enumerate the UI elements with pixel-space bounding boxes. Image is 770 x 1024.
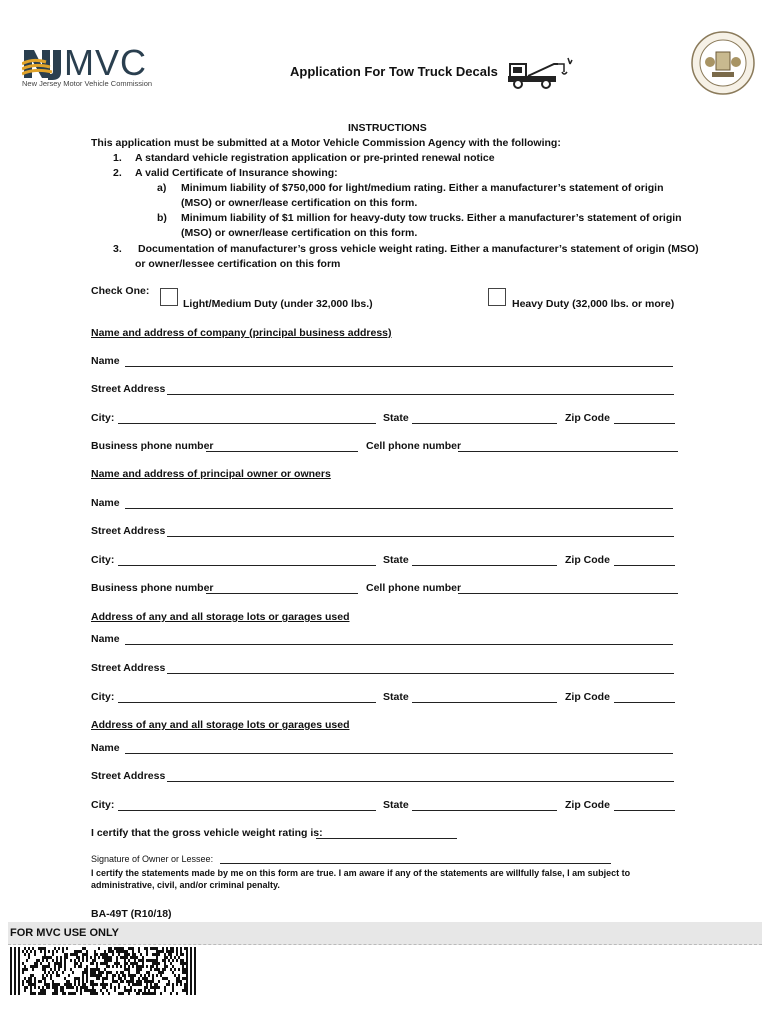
company-section-heading: Name and address of company (principal business address) bbox=[91, 327, 392, 339]
storage-2-zip-label: Zip Code bbox=[565, 799, 610, 811]
check-one-label: Check One: bbox=[91, 285, 150, 297]
storage-2-zip-field[interactable] bbox=[614, 810, 675, 811]
owner-business-phone-label: Business phone number bbox=[91, 582, 214, 594]
owner-city-field[interactable] bbox=[118, 565, 376, 566]
state-seal-icon bbox=[690, 30, 756, 96]
storage-1-name-field[interactable] bbox=[125, 644, 673, 645]
company-state-label: State bbox=[383, 412, 409, 424]
owner-business-phone-field[interactable] bbox=[206, 593, 358, 594]
company-city-label: City: bbox=[91, 412, 115, 424]
storage-1-city-field[interactable] bbox=[118, 702, 376, 703]
owner-cell-phone-field[interactable] bbox=[458, 593, 678, 594]
light-duty-label: Light/Medium Duty (under 32,000 lbs.) bbox=[183, 298, 373, 310]
storage-1-zip-label: Zip Code bbox=[565, 691, 610, 703]
storage-1-section-heading: Address of any and all storage lots or garages used bbox=[91, 611, 350, 623]
gvwr-certify-label: I certify that the gross vehicle weight rating is: bbox=[91, 827, 323, 839]
item-1-number: 1. bbox=[113, 152, 122, 164]
company-city-field[interactable] bbox=[118, 423, 376, 424]
item-2b-label: b) bbox=[157, 212, 167, 224]
storage-1-zip-field[interactable] bbox=[614, 702, 675, 703]
storage-2-state-label: State bbox=[383, 799, 409, 811]
company-cell-phone-field[interactable] bbox=[458, 451, 678, 452]
certify-statement-line-2: administrative, civil, and/or criminal penalty. bbox=[91, 880, 280, 890]
company-zip-field[interactable] bbox=[614, 423, 675, 424]
storage-1-state-field[interactable] bbox=[412, 702, 557, 703]
barcode-icon bbox=[10, 947, 198, 995]
item-2a-label: a) bbox=[157, 182, 167, 194]
item-3-number: 3. bbox=[113, 243, 122, 255]
storage-2-state-field[interactable] bbox=[412, 810, 557, 811]
storage-1-city-label: City: bbox=[91, 691, 115, 703]
company-state-field[interactable] bbox=[412, 423, 557, 424]
signature-field[interactable] bbox=[220, 863, 611, 864]
company-cell-phone-label: Cell phone number bbox=[366, 440, 462, 452]
storage-2-section-heading: Address of any and all storage lots or garages used bbox=[91, 719, 350, 731]
company-street-label: Street Address bbox=[91, 383, 166, 395]
item-2a-line2: (MSO) or owner/lease certification on this form. bbox=[181, 197, 418, 209]
owner-zip-label: Zip Code bbox=[565, 554, 610, 566]
storage-2-city-label: City: bbox=[91, 799, 115, 811]
storage-1-street-field[interactable] bbox=[167, 673, 674, 674]
storage-2-city-field[interactable] bbox=[118, 810, 376, 811]
company-business-phone-label: Business phone number bbox=[91, 440, 214, 452]
page-title: Application For Tow Truck Decals bbox=[290, 64, 498, 79]
company-name-label: Name bbox=[91, 355, 120, 367]
owner-street-field[interactable] bbox=[167, 536, 674, 537]
mvc-use-only-bar bbox=[8, 922, 762, 945]
storage-2-street-label: Street Address bbox=[91, 770, 166, 782]
storage-1-state-label: State bbox=[383, 691, 409, 703]
owner-street-label: Street Address bbox=[91, 525, 166, 537]
instructions-heading: INSTRUCTIONS bbox=[348, 122, 427, 134]
owner-state-label: State bbox=[383, 554, 409, 566]
company-name-field[interactable] bbox=[125, 366, 673, 367]
item-2b-line2: (MSO) or owner/lease certification on this form. bbox=[181, 227, 418, 239]
storage-2-street-field[interactable] bbox=[167, 781, 674, 782]
storage-1-street-label: Street Address bbox=[91, 662, 166, 674]
logo-mvc-text: MVC bbox=[64, 42, 147, 83]
company-street-field[interactable] bbox=[167, 394, 674, 395]
form-number: BA-49T (R10/18) bbox=[91, 908, 172, 920]
njmvc-logo bbox=[22, 44, 162, 92]
storage-2-name-label: Name bbox=[91, 742, 120, 754]
storage-2-name-field[interactable] bbox=[125, 753, 673, 754]
heavy-duty-label: Heavy Duty (32,000 lbs. or more) bbox=[512, 298, 675, 310]
item-2b-line1: Minimum liability of $1 million for heavy-duty tow trucks. Either a manufacturer’s statement of origin bbox=[181, 212, 682, 224]
item-3-line1: Documentation of manufacturer’s gross vehicle weight rating. Either a manufacturer’s statement of origin (MSO) bbox=[138, 243, 699, 255]
tow-truck-icon bbox=[506, 54, 578, 90]
item-2-text: A valid Certificate of Insurance showing: bbox=[135, 167, 338, 179]
owner-city-label: City: bbox=[91, 554, 115, 566]
logo-subtitle: New Jersey Motor Vehicle Commission bbox=[22, 79, 153, 88]
item-2-number: 2. bbox=[113, 167, 122, 179]
gvwr-field[interactable] bbox=[316, 838, 457, 839]
light-duty-checkbox[interactable] bbox=[160, 288, 178, 306]
heavy-duty-checkbox[interactable] bbox=[488, 288, 506, 306]
item-2a-line1: Minimum liability of $750,000 for light/medium rating. Either a manufacturer’s statement of origin bbox=[181, 182, 664, 194]
instructions-intro: This application must be submitted at a Motor Vehicle Commission Agency with the following: bbox=[91, 137, 561, 149]
signature-label: Signature of Owner or Lessee: bbox=[91, 854, 214, 864]
item-1-text: A standard vehicle registration application or pre-printed renewal notice bbox=[135, 152, 495, 164]
owner-name-label: Name bbox=[91, 497, 120, 509]
owner-cell-phone-label: Cell phone number bbox=[366, 582, 462, 594]
storage-1-name-label: Name bbox=[91, 633, 120, 645]
owner-zip-field[interactable] bbox=[614, 565, 675, 566]
company-zip-label: Zip Code bbox=[565, 412, 610, 424]
mvc-use-only-label: FOR MVC USE ONLY bbox=[10, 927, 119, 939]
certify-statement-line-1: I certify the statements made by me on this form are true. I am aware if any of the statements are willfully false, I am subject to bbox=[91, 868, 631, 878]
item-3-line2: or owner/lessee certification on this form bbox=[135, 258, 341, 270]
owner-section-heading: Name and address of principal owner or owners bbox=[91, 468, 331, 480]
owner-state-field[interactable] bbox=[412, 565, 557, 566]
owner-name-field[interactable] bbox=[125, 508, 673, 509]
company-business-phone-field[interactable] bbox=[206, 451, 358, 452]
